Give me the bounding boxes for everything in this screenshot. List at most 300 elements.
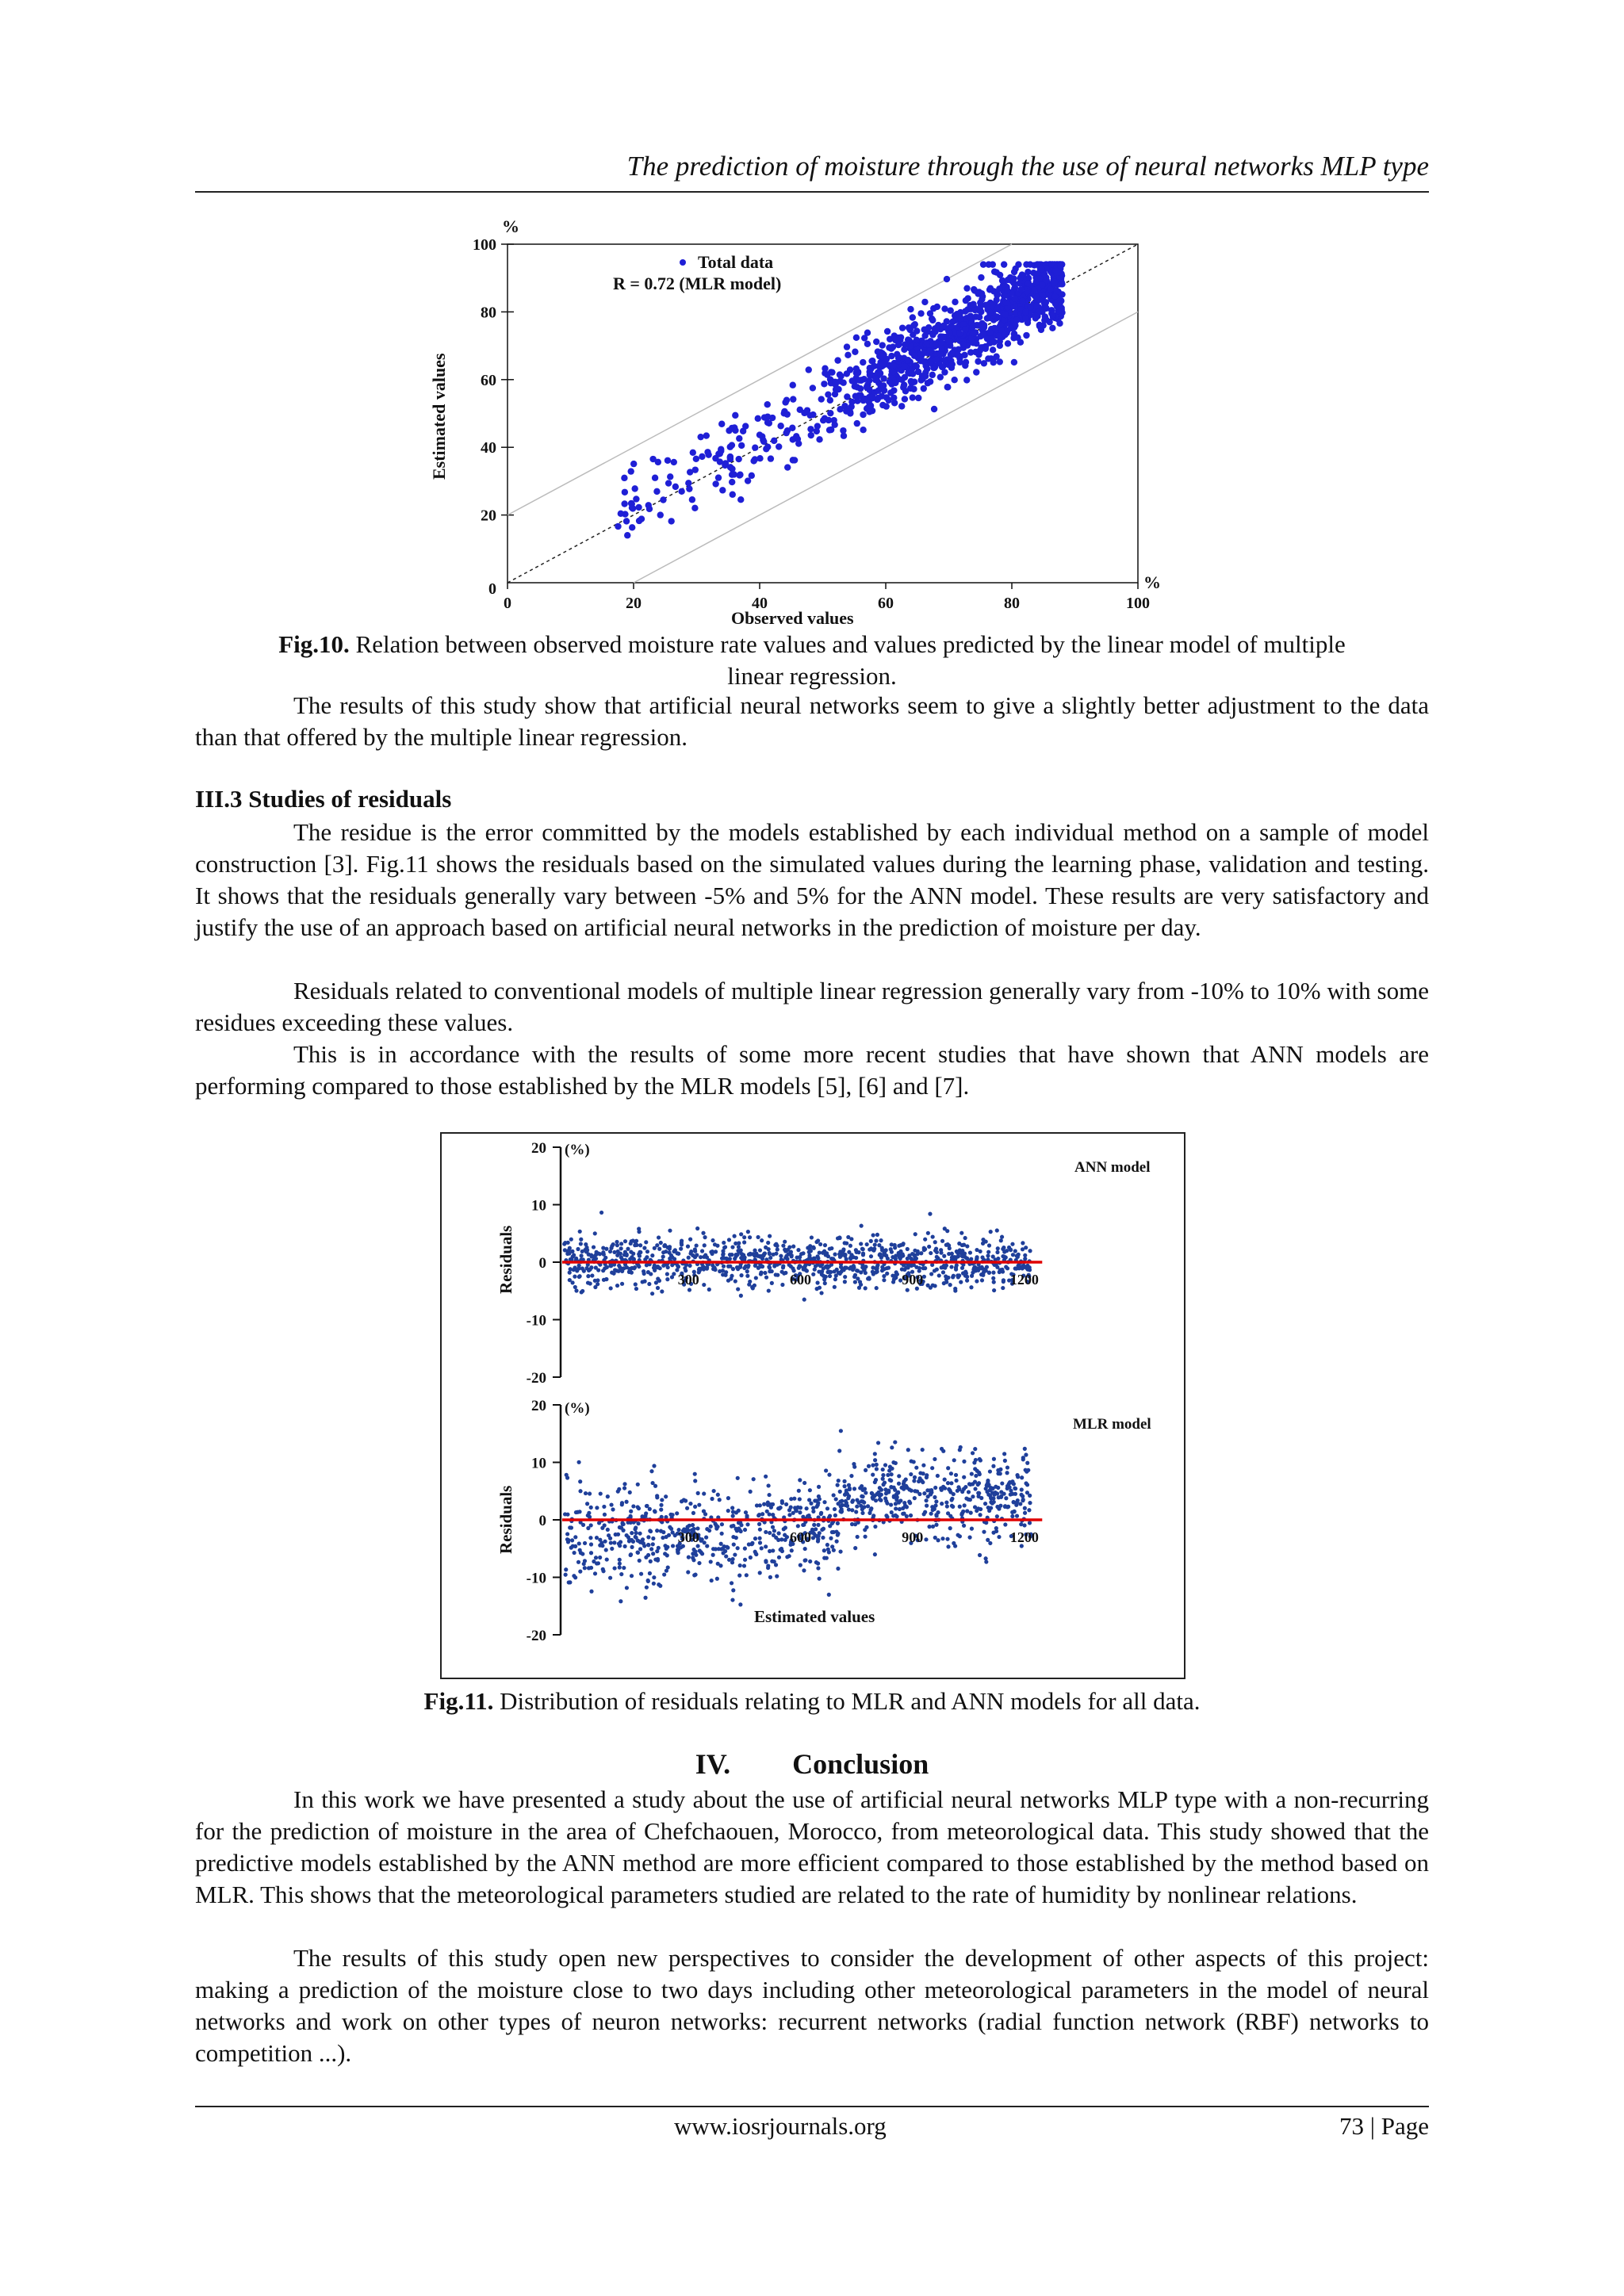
fig11-mlr-data-point (768, 1575, 772, 1579)
fig11-ann-data-point (727, 1238, 731, 1242)
fig11-mlr-y-tick-label: 0 (538, 1513, 546, 1529)
fig11-ann-data-point (721, 1253, 725, 1257)
fig11-mlr-data-point (671, 1513, 675, 1517)
fig11-ann-data-point (1017, 1264, 1021, 1268)
fig11-ann-data-point (578, 1230, 582, 1234)
fig11-ann-data-point (780, 1283, 784, 1287)
fig11-ann-data-point (818, 1242, 822, 1246)
fig11-mlr-data-point (912, 1479, 916, 1483)
fig11-ann-data-point (860, 1224, 864, 1228)
fig11-mlr-data-point (827, 1593, 831, 1597)
fig10-x-tick-label: 20 (626, 595, 642, 612)
fig11-mlr-data-point (798, 1510, 802, 1514)
fig11-ann-data-point (570, 1249, 574, 1253)
fig11-mlr-data-point (991, 1531, 995, 1535)
fig11-mlr-data-point (1003, 1504, 1007, 1508)
fig11-ann-data-point (906, 1288, 910, 1292)
paragraph-conclusion-1: In this work we have presented a study about the use of artificial neural networks MLP type with a non-recurring for the prediction of moisture in the area of Chefchaouen, Morocco, from meteorological data. This study showed that the predictive models established by the ANN method are more efficient compared to those established by the method based on MLR. This shows that the meteorological parameters studied are related to the rate of humidity by nonlinear relations. (195, 1785, 1429, 1908)
fig11-mlr-data-point (661, 1536, 665, 1540)
fig11-mlr-data-point (852, 1487, 856, 1490)
fig11-mlr-data-point (688, 1502, 692, 1506)
fig10-data-point (930, 365, 936, 371)
fig11-mlr-data-point (594, 1556, 598, 1559)
fig11-mlr-data-point (710, 1578, 714, 1582)
fig11-ann-data-point (940, 1239, 944, 1243)
fig11-mlr-data-point (583, 1541, 587, 1545)
fig10-data-point (905, 357, 911, 363)
fig11-ann-data-point (980, 1265, 984, 1269)
fig11-mlr-data-point (754, 1552, 758, 1556)
fig10-data-point (814, 428, 820, 434)
fig10-data-point (996, 285, 1002, 292)
fig11-mlr-x-tick-label: 600 (789, 1529, 811, 1545)
fig10-data-point (848, 399, 855, 405)
fig11-ann-data-point (754, 1276, 758, 1280)
fig11-mlr-data-point (898, 1498, 902, 1502)
fig11-mlr-data-point (894, 1502, 898, 1506)
fig11-mlr-data-point (1025, 1461, 1029, 1465)
fig11-mlr-data-point (785, 1535, 789, 1539)
fig11-mlr-data-point (579, 1551, 583, 1555)
fig11-ann-data-point (843, 1280, 847, 1284)
fig11-ann-data-point (753, 1249, 756, 1253)
fig11-mlr-data-point (779, 1547, 783, 1551)
fig11-ann-data-point (822, 1274, 825, 1278)
fig11-mlr-data-point (1020, 1487, 1024, 1491)
fig11-mlr-data-point (853, 1522, 857, 1526)
fig11-mlr-data-point (861, 1494, 865, 1498)
fig11-mlr-data-point (589, 1551, 593, 1555)
fig10-x-tick-label: 60 (878, 595, 894, 612)
fig11-mlr-data-point (762, 1502, 766, 1506)
fig11-ann-data-point (839, 1265, 843, 1269)
fig11-mlr-data-point (639, 1572, 643, 1576)
fig11-mlr-y-unit: (%) (565, 1400, 590, 1417)
fig11-ann-data-point (880, 1265, 884, 1269)
fig11-ann-data-point (705, 1267, 709, 1271)
fig11-mlr-data-point (997, 1507, 1001, 1511)
fig11-ann-data-point (718, 1269, 722, 1273)
fig11-mlr-data-point (657, 1582, 661, 1586)
fig11-ann-data-point (1004, 1265, 1008, 1269)
fig11-mlr-data-point (625, 1533, 629, 1537)
fig11-ann-data-point (748, 1280, 752, 1284)
fig11-ann-data-point (823, 1243, 827, 1247)
fig11-ann-data-point (593, 1279, 597, 1283)
fig11-ann-data-point (695, 1243, 699, 1247)
fig10-data-point (764, 401, 771, 408)
fig11-mlr-data-point (814, 1560, 818, 1564)
fig11-ann-data-point (856, 1269, 860, 1272)
fig10-data-point (806, 366, 812, 373)
fig11-ann-data-point (739, 1273, 743, 1277)
fig11-ann-data-point (780, 1270, 784, 1274)
fig10-data-point (633, 496, 639, 502)
fig11-ann-data-point (843, 1275, 847, 1279)
fig11-ann-data-point (875, 1233, 879, 1237)
fig11-ann-data-point (779, 1254, 783, 1258)
fig11-mlr-data-point (1021, 1457, 1025, 1461)
fig10-data-point (963, 377, 970, 383)
fig10-y-tick-label: 20 (481, 507, 496, 525)
fig11-ann-data-point (579, 1238, 583, 1242)
fig11-mlr-data-point (671, 1544, 675, 1548)
fig10-data-point (718, 421, 725, 427)
fig11-mlr-data-point (873, 1525, 877, 1529)
fig11-ann-data-point (847, 1250, 851, 1254)
fig11-ann-data-point (676, 1252, 680, 1256)
fig11-ann-data-point (736, 1287, 740, 1291)
fig10-data-point (1002, 312, 1009, 318)
fig11-mlr-x-tick-label: 900 (902, 1529, 924, 1545)
fig11-ann-data-point (833, 1277, 837, 1281)
fig11-mlr-data-point (774, 1563, 778, 1567)
fig10-data-point (879, 342, 886, 348)
fig11-mlr-data-point (852, 1465, 856, 1469)
fig11-mlr-data-point (720, 1532, 724, 1536)
fig11-ann-data-point (854, 1256, 858, 1260)
fig11-mlr-data-point (881, 1468, 885, 1471)
fig11-ann-data-point (733, 1242, 737, 1246)
fig11-mlr-data-point (948, 1526, 952, 1530)
fig10-data-point (837, 406, 843, 412)
fig11-mlr-data-point (649, 1547, 653, 1551)
fig11-ann-data-point (1002, 1255, 1006, 1259)
fig11-mlr-data-point (828, 1524, 832, 1528)
fig11-mlr-data-point (945, 1504, 949, 1508)
fig11-ann-data-point (589, 1265, 593, 1269)
fig11-ann-data-point (821, 1251, 825, 1255)
fig11-mlr-data-point (956, 1485, 960, 1489)
fig11-ann-data-point (992, 1280, 996, 1284)
fig10-data-point (1033, 302, 1040, 308)
fig10-data-point (962, 308, 968, 314)
fig11-mlr-data-point (873, 1552, 877, 1556)
fig11-mlr-data-point (634, 1525, 638, 1529)
fig11-mlr-data-point (969, 1511, 973, 1515)
fig11-mlr-data-point (587, 1511, 591, 1515)
fig11-ann-data-point (699, 1267, 703, 1271)
fig11-mlr-data-point (908, 1501, 912, 1505)
fig11-mlr-data-point (568, 1525, 572, 1529)
fig11-ann-data-point (623, 1250, 627, 1254)
fig11-ann-data-point (819, 1291, 823, 1295)
fig11-mlr-data-point (996, 1486, 1000, 1490)
fig10-ylabel: Estimated values (429, 353, 449, 480)
fig10-data-point (867, 370, 873, 377)
fig11-mlr-data-point (901, 1512, 905, 1516)
fig10-data-point (891, 400, 898, 406)
fig11-mlr-data-point (855, 1505, 859, 1509)
fig11-ann-data-point (922, 1246, 926, 1250)
fig11-mlr-data-point (620, 1521, 624, 1525)
fig11-mlr-data-point (764, 1559, 768, 1563)
fig10-data-point (861, 396, 868, 402)
fig11-mlr-data-point (1003, 1522, 1007, 1526)
fig10-data-point (790, 382, 796, 388)
fig10-data-point (1051, 293, 1058, 300)
fig11-mlr-data-point (936, 1538, 940, 1542)
paragraph-conclusion-2: The results of this study open new perspectives to consider the development of other aspects of this project: making a prediction of the moisture close to two days including other meteorological parameters in the model of neural networks and work on other types of neuron networks: recurrent networks (radial function network (RBF) networks to competition ...). (195, 1944, 1429, 2067)
fig11-mlr-data-point (902, 1487, 906, 1491)
fig10-data-point (635, 504, 642, 511)
fig11-ann-x-tick-label: 900 (902, 1272, 924, 1288)
fig11-mlr-data-point (1013, 1510, 1017, 1513)
fig11-ann-data-point (688, 1264, 691, 1268)
fig11-mlr-data-point (1010, 1514, 1014, 1518)
fig10-data-point (657, 511, 664, 518)
fig11-ann-data-point (733, 1279, 737, 1283)
fig10-data-point (764, 419, 771, 426)
fig11-mlr-data-point (565, 1532, 569, 1536)
fig11-mlr-legend: MLR model (1073, 1416, 1151, 1433)
fig11-mlr-data-point (627, 1538, 631, 1542)
fig10-data-point (690, 450, 696, 456)
fig11-ann-data-point (838, 1272, 842, 1276)
fig11-mlr-data-point (933, 1457, 936, 1461)
fig11-mlr-data-point (764, 1544, 768, 1548)
fig11-ann-data-point (695, 1226, 699, 1230)
fig11-mlr-data-point (834, 1529, 838, 1533)
fig10-data-point (719, 487, 726, 493)
fig11-mlr-data-point (588, 1536, 592, 1540)
fig11-ann-data-point (882, 1274, 886, 1278)
fig10-data-point (790, 436, 796, 442)
fig11-mlr-data-point (768, 1549, 772, 1553)
fig11-mlr-data-point (609, 1502, 613, 1506)
fig11-ann-data-point (1007, 1246, 1011, 1249)
fig10-data-point (697, 434, 703, 440)
fig11-ann-data-point (688, 1288, 691, 1292)
fig11-ann-data-point (811, 1272, 815, 1276)
fig11-mlr-points (563, 1429, 1033, 1606)
fig11-mlr-data-point (622, 1566, 626, 1570)
section-title-text: Conclusion (792, 1748, 929, 1780)
fig10-data-point (864, 385, 870, 391)
fig10-data-point (804, 407, 810, 413)
fig10-x-tick-label: 80 (1004, 595, 1020, 612)
fig11-ann-data-point (952, 1274, 956, 1278)
fig11-ann-data-point (828, 1270, 832, 1274)
fig11-mlr-data-point (991, 1496, 995, 1500)
fig11-mlr-data-point (946, 1511, 950, 1515)
fig10-data-point (902, 363, 908, 369)
fig11-mlr-data-point (897, 1474, 901, 1478)
fig11-mlr-data-point (747, 1542, 751, 1546)
fig10-data-point (864, 341, 871, 347)
fig10-data-point (969, 323, 975, 330)
fig11-ann-data-point (767, 1288, 771, 1292)
fig10-data-point (703, 432, 710, 438)
fig10-data-point (933, 357, 939, 363)
fig10-data-point (856, 377, 863, 383)
fig10-caption-label: Fig.10. (278, 630, 350, 658)
fig11-ann-data-point (798, 1264, 802, 1268)
fig11-ann-data-point (1028, 1249, 1032, 1253)
fig11-mlr-data-point (960, 1512, 964, 1516)
fig10-data-point (756, 431, 763, 438)
paragraph-mlr-residuals: Residuals related to conventional models of multiple linear regression generally vary from -10% to 10% with some residues exceeding these values. (195, 977, 1429, 1036)
fig10-data-point (853, 335, 860, 341)
fig11-ann-data-point (626, 1247, 630, 1251)
fig10-data-point (986, 329, 993, 335)
fig11-mlr-data-point (687, 1556, 691, 1559)
fig11-ann-data-point (996, 1257, 1000, 1261)
fig11-ann-data-point (933, 1284, 937, 1288)
fig11-mlr-data-point (582, 1562, 586, 1566)
fig11-ann-data-point (748, 1235, 752, 1239)
fig11-ann-data-point (975, 1279, 979, 1283)
fig10-data-point (1003, 300, 1009, 306)
fig11-mlr-data-point (685, 1506, 689, 1510)
fig11-mlr-data-point (564, 1567, 568, 1571)
fig10-data-point (910, 394, 916, 400)
fig10-x-unit: % (1143, 572, 1161, 592)
fig11-ann-data-point (971, 1271, 975, 1275)
fig10-data-point (1010, 275, 1017, 281)
fig11-ann-data-point (728, 1253, 732, 1257)
fig11-mlr-data-point (1024, 1452, 1028, 1456)
fig10-data-point (975, 322, 982, 328)
fig11-ann-data-point (637, 1226, 641, 1230)
fig11-ann-data-point (657, 1247, 661, 1251)
fig11-ann-data-point (764, 1276, 768, 1280)
fig11-ann-data-point (862, 1265, 866, 1269)
fig10-data-point (735, 456, 741, 462)
fig11-ann-data-point (822, 1277, 826, 1281)
fig11-ann-data-point (960, 1243, 964, 1247)
fig10-data-point (618, 511, 624, 517)
fig10-data-point (940, 357, 947, 363)
fig10-data-point (621, 475, 627, 481)
fig11-mlr-data-point (974, 1474, 978, 1478)
fig11-mlr-data-point (850, 1508, 854, 1512)
fig10-caption-text-2: linear regression. (727, 662, 897, 690)
fig11-mlr-data-point (844, 1499, 848, 1503)
fig11-ann-data-point (572, 1268, 576, 1272)
fig11-ann-data-point (1013, 1249, 1017, 1253)
fig11-ann-data-point (783, 1240, 787, 1244)
fig11-mlr-data-point (660, 1515, 664, 1519)
fig11-mlr-data-point (892, 1486, 896, 1490)
fig11-mlr-data-point (629, 1510, 633, 1513)
fig11-mlr-data-point (744, 1510, 748, 1514)
fig11-ann-data-point (812, 1246, 816, 1250)
fig10-data-point (966, 314, 972, 320)
fig11-mlr-data-point (950, 1504, 954, 1508)
fig11-mlr-data-point (742, 1563, 746, 1567)
fig10-data-point (790, 396, 796, 402)
footer-page-number: 73 | Page (1339, 2112, 1429, 2140)
fig10-data-point (872, 377, 879, 383)
fig11-mlr-data-point (956, 1489, 959, 1493)
fig11-mlr-data-point (1024, 1481, 1028, 1485)
fig10-xlabel: Observed values (731, 608, 854, 628)
fig10-data-point (970, 301, 976, 308)
fig11-mlr-data-point (731, 1514, 735, 1518)
fig10-data-point (784, 411, 791, 417)
fig11-mlr-data-point (982, 1530, 986, 1534)
fig10-data-point (615, 523, 621, 530)
fig11-ann-data-point (802, 1298, 806, 1302)
fig11-ann-data-point (645, 1249, 649, 1253)
fig11-ann-data-point (852, 1265, 856, 1269)
fig11-mlr-data-point (563, 1512, 567, 1516)
fig10-data-point (944, 384, 951, 390)
fig11-ann-data-point (689, 1249, 693, 1253)
fig10-data-point (898, 403, 905, 409)
fig11-ann-data-point (726, 1265, 730, 1269)
fig11-ann-points (562, 1211, 1032, 1302)
fig11-mlr-data-point (962, 1487, 966, 1490)
section-title-conclusion (0, 1747, 1624, 1781)
fig11-mlr-data-point (934, 1523, 938, 1527)
fig11-mlr-data-point (702, 1491, 706, 1495)
fig11-ann-data-point (963, 1273, 967, 1277)
fig10-data-point (629, 504, 635, 511)
fig11-ann-data-point (623, 1239, 627, 1243)
fig11-mlr-data-point (798, 1497, 802, 1501)
fig11-mlr-data-point (709, 1559, 713, 1563)
fig11-mlr-data-point (664, 1494, 668, 1498)
fig11-ann-data-point (768, 1252, 772, 1256)
fig11-ann-data-point (760, 1257, 764, 1261)
fig11-mlr-data-point (652, 1575, 656, 1579)
fig11-mlr-data-point (640, 1514, 644, 1518)
fig11-mlr-data-point (592, 1559, 596, 1563)
fig11-ann-data-point (963, 1269, 967, 1273)
fig11-ann-legend: ANN model (1074, 1159, 1151, 1176)
fig11-ann-data-point (693, 1247, 697, 1251)
fig11-mlr-data-point (724, 1554, 728, 1558)
fig10-data-point (687, 469, 693, 475)
fig11-mlr-data-point (954, 1473, 958, 1477)
fig10-data-point (1036, 275, 1043, 281)
fig10-data-point (825, 391, 831, 397)
fig11-ann-data-point (992, 1288, 996, 1292)
fig10-data-point (1055, 308, 1061, 314)
fig11-mlr-data-point (896, 1490, 900, 1494)
fig11-ann-data-point (982, 1270, 986, 1274)
fig11-ann-data-point (721, 1249, 725, 1253)
fig11-ann-y-tick-label: -10 (526, 1312, 546, 1330)
fig11-mlr-data-point (779, 1506, 783, 1510)
running-header: The prediction of moisture through the use of neural networks MLP type (626, 151, 1429, 182)
fig11-mlr-data-point (733, 1552, 737, 1556)
fig10-data-point (849, 377, 856, 384)
fig11-mlr-data-point (646, 1579, 650, 1583)
fig11-mlr-data-point (940, 1502, 944, 1506)
fig11-mlr-data-point (902, 1479, 906, 1483)
fig11-mlr-data-point (682, 1498, 686, 1502)
fig11-mlr-data-point (693, 1472, 697, 1476)
fig11-mlr-data-point (925, 1504, 929, 1508)
fig11-ann-data-point (937, 1273, 941, 1277)
fig11-mlr-data-point (972, 1460, 976, 1464)
fig11-mlr-data-point (602, 1505, 606, 1509)
fig11-mlr-data-point (736, 1546, 740, 1550)
fig10-data-point (752, 445, 758, 451)
fig11-ann-data-point (965, 1244, 969, 1248)
fig10-data-point (971, 330, 977, 336)
fig11-mlr-data-point (757, 1522, 761, 1526)
fig10-data-point (917, 377, 924, 383)
fig11-ann-data-point (929, 1251, 933, 1255)
fig10-data-point (1036, 322, 1043, 328)
fig11-ann-data-point (588, 1281, 592, 1285)
fig11-mlr-data-point (922, 1491, 926, 1495)
fig11-mlr-data-point (927, 1525, 931, 1529)
